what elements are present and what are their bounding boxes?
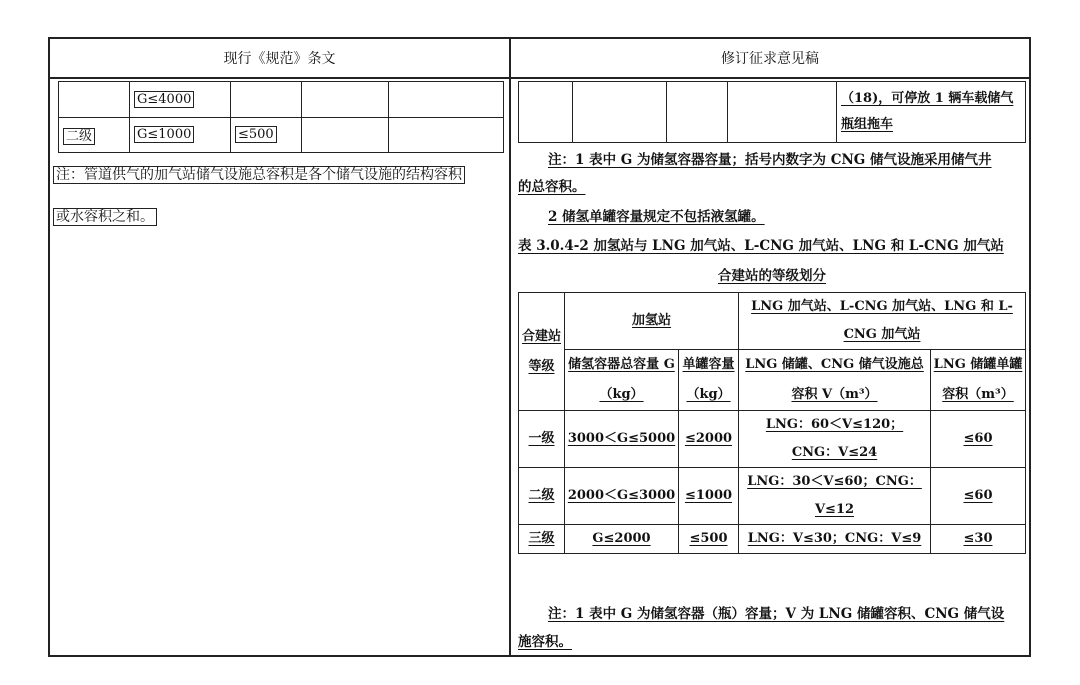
header-hydrogen-group: 加氢站 xyxy=(565,293,739,350)
grade-table xyxy=(518,292,1026,554)
table-cell: （18)，可停放 1 辆车载储气 xyxy=(841,91,1014,106)
table-cell: 二级 xyxy=(63,128,95,145)
right-note-1b: 的总容积。 xyxy=(518,179,586,195)
table-cell: 2000＜G≤3000 xyxy=(565,468,679,525)
table-cell: ≤2000 xyxy=(679,411,739,468)
table-cell: G≤1000 xyxy=(134,126,194,143)
header-lng-single: LNG 储罐单罐容积（m³） xyxy=(931,350,1026,411)
table-footer-note-a: 注：1 表中 G 为储氢容器（瓶）容量；V 为 LNG 储罐容积、CNG 储气设 xyxy=(548,606,1005,622)
column-divider xyxy=(509,39,511,655)
table-cell: 3000＜G≤5000 xyxy=(565,411,679,468)
header-grade: 合建站等级 xyxy=(519,293,565,411)
left-grade-table xyxy=(58,81,504,153)
table-caption-b: 合建站的等级划分 xyxy=(718,268,826,284)
table-cell: ≤500 xyxy=(679,525,739,554)
table-row xyxy=(519,525,1026,554)
right-note-1a: 注：1 表中 G 为储氢容器容量；括号内数字为 CNG 储气设施采用储气井 xyxy=(548,152,992,168)
table-cell: LNG：V≤30；CNG：V≤9 xyxy=(739,525,931,554)
right-top-table xyxy=(518,81,1026,143)
table-row xyxy=(519,82,1026,143)
table-row xyxy=(519,411,1026,468)
table-cell: 三级 xyxy=(519,525,565,554)
table-row xyxy=(519,350,1026,411)
table-cell: ≤1000 xyxy=(679,468,739,525)
table-cell: 二级 xyxy=(519,468,565,525)
right-note-2: 2 储氢单罐容量规定不包括液氢罐。 xyxy=(548,209,765,225)
table-cell: 一级 xyxy=(519,411,565,468)
header-h-total: 储氢容器总容量 G（kg） xyxy=(565,350,679,411)
table-cell: ≤500 xyxy=(235,126,277,143)
table-cell: ≤60 xyxy=(931,411,1026,468)
table-row xyxy=(59,82,504,118)
table-cell: 瓶组拖车 xyxy=(841,117,894,132)
left-note-line-2: 或水容积之和。 xyxy=(53,207,157,227)
header-lng-total: LNG 储罐、CNG 储气设施总容积 V（m³） xyxy=(739,350,931,411)
table-cell: G≤4000 xyxy=(134,91,194,108)
right-column-title: 修订征求意见稿 xyxy=(511,39,1029,79)
table-cell: ≤30 xyxy=(931,525,1026,554)
table-cell: G≤2000 xyxy=(565,525,679,554)
table-row xyxy=(59,117,504,153)
table-caption-a: 表 3.0.4-2 加氢站与 LNG 加气站、L-CNG 加气站、LNG 和 L-CNG 加气站 xyxy=(518,238,1004,254)
table-row xyxy=(519,293,1026,350)
left-column-title: 现行《规范》条文 xyxy=(50,39,509,79)
table-cell: LNG：60＜V≤120； CNG：V≤24 xyxy=(739,411,931,468)
table-row xyxy=(519,468,1026,525)
table-cell: LNG：30＜V≤60；CNG： V≤12 xyxy=(739,468,931,525)
table-footer-note-b: 施容积。 xyxy=(518,634,572,650)
header-lng-group: LNG 加气站、L-CNG 加气站、LNG 和 L-CNG 加气站 xyxy=(739,293,1026,350)
table-cell: ≤60 xyxy=(931,468,1026,525)
header-h-single: 单罐容量（kg） xyxy=(679,350,739,411)
left-note-line-1: 注：管道供气的加气站储气设施总容积是各个储气设施的结构容积 xyxy=(53,165,465,185)
document-page xyxy=(48,37,1031,657)
